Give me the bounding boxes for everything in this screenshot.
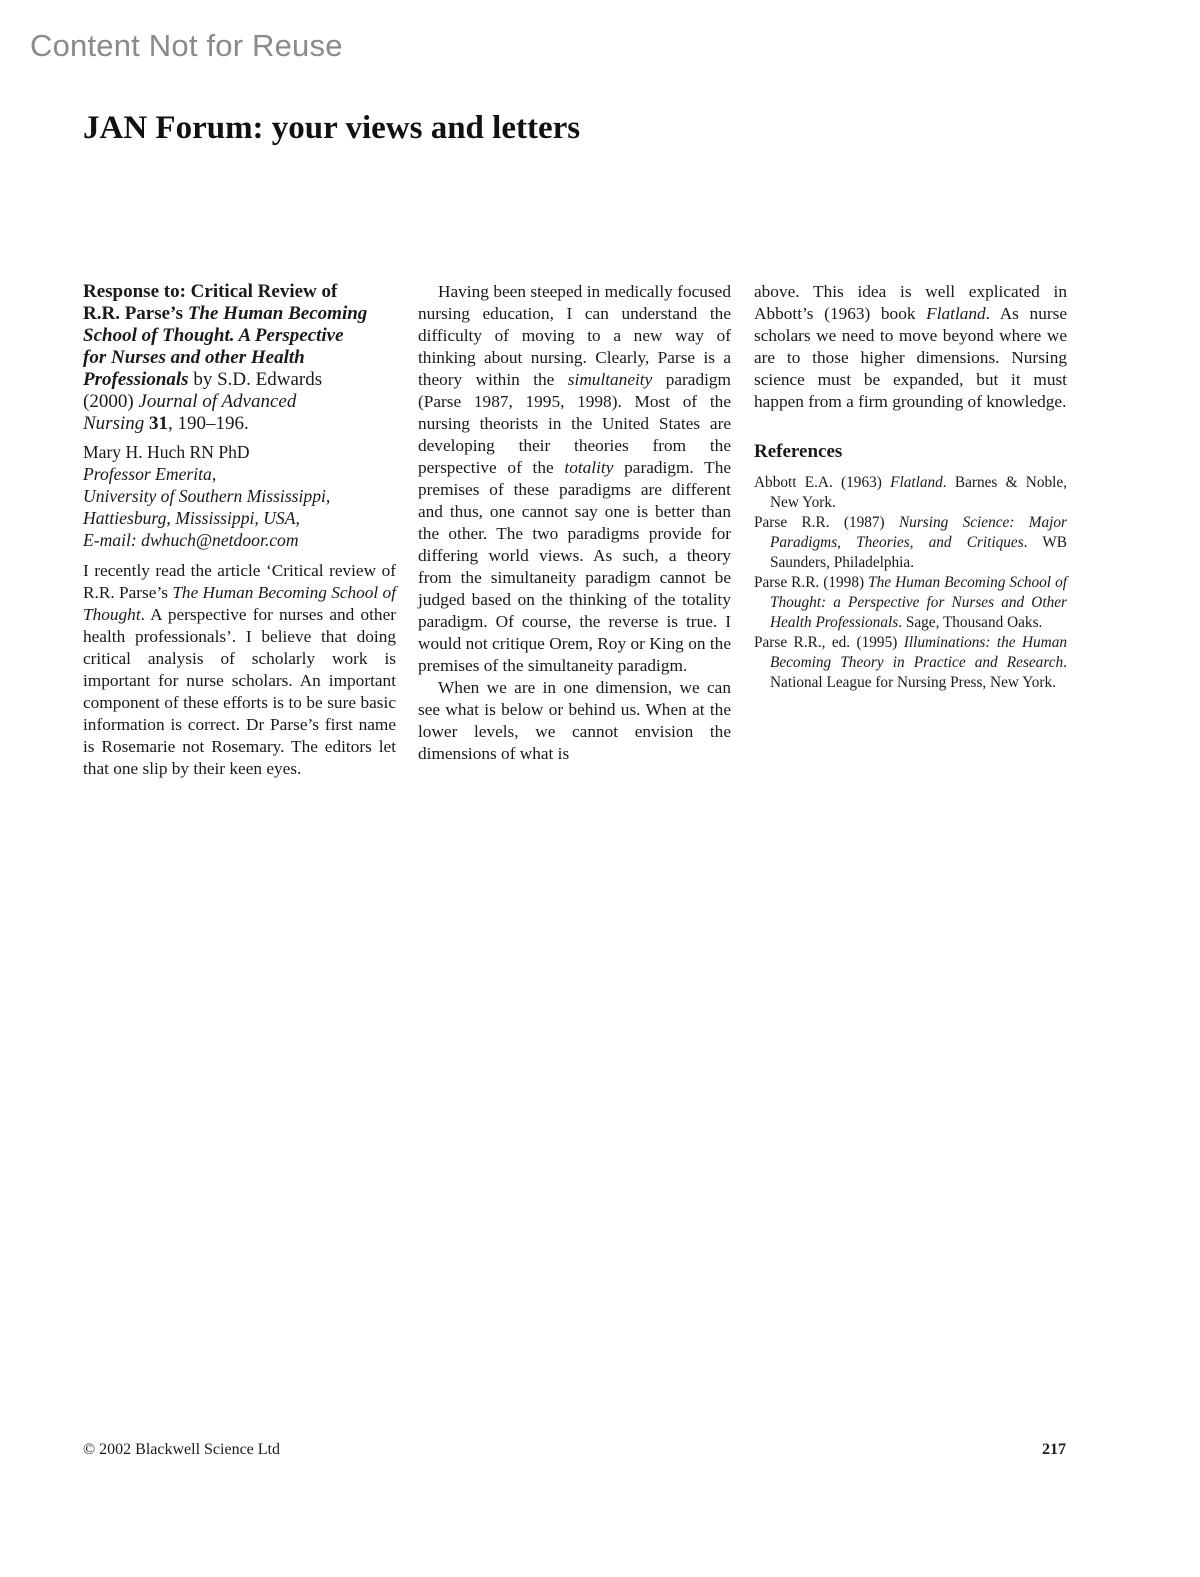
response-heading-line3: School of Thought. A Perspective (83, 325, 344, 346)
col1-paragraph: I recently read the article ‘Critical review of R.R. Parse’s The Human Becoming School of Thought. A perspective for nurses and other health professionals’. I believe that doing critical analysis of scholarly work is important for nurse scholars. An important component of these efforts is to be sure basic information is correct. Dr Parse’s first name is Rosemarie not Rosemary. The editors let that one slip by their keen eyes. (83, 561, 396, 778)
col2-paragraph-1: Having been steeped in medically focused nursing education, I can understand the difficulty of moving to a new way of thinking about nursing. Clearly, Parse is a theory within the simultaneity paradigm (Parse 1987, 1995, 1998). Most of the nursing theorists in the United States are developing their theories from the perspective of the totality paradigm. The premises of these paradigms are different and thus, one cannot say one is better than the other. The two paradigms provide for differing world views. As such, a theory from the simultaneity paradigm cannot be judged based on the thinking of the totality paradigm. Of course, the reverse is true. I would not critique Orem, Roy or King on the premises of the simultaneity paradigm. (418, 282, 732, 675)
column-3 (754, 281, 1067, 693)
col2-paragraph-2: When we are in one dimension, we can see what is below or behind us. When at the lower levels, we cannot envision the dimensions of what is (418, 678, 731, 763)
response-heading-line2: R.R. Parse’s The Human Becoming (83, 303, 368, 324)
reference-item: Parse R.R. (1998) The Human Becoming School of Thought: a Perspective for Nurses and Other Health Professionals. Sage, Thousand Oaks. (754, 574, 1067, 631)
author-title: Professor Emerita, (83, 464, 217, 484)
column-2 (418, 281, 731, 765)
column-1 (83, 281, 396, 780)
reference-item: Parse R.R., ed. (1995) Illuminations: the Human Becoming Theory in Practice and Research. National League for Nursing Press, New York. (754, 634, 1067, 691)
response-heading-line4: for Nurses and other Health (83, 347, 305, 368)
author-email[interactable]: E-mail: dwhuch@netdoor.com (83, 530, 299, 550)
watermark: Content Not for Reuse (30, 28, 343, 63)
references-heading: References (754, 441, 843, 462)
author-name: Mary H. Huch RN PhD (83, 442, 250, 462)
author-institution: University of Southern Mississippi, (83, 486, 331, 506)
page-title: JAN Forum: your views and letters (83, 110, 581, 146)
footer-copyright: © 2002 Blackwell Science Ltd (83, 1441, 280, 1458)
references-list (754, 473, 1067, 693)
col3-paragraph: above. This idea is well explicated in Abbott’s (1963) book Flatland. As nurse scholars we need to move beyond where we are to those higher dimensions. Nursing science must be expanded, but it must happen from a firm grounding of knowledge. (754, 282, 1067, 411)
author-block (83, 441, 396, 551)
reference-item: Abbott E.A. (1963) Flatland. Barnes & Noble, New York. (754, 474, 1067, 511)
response-heading-line7: Nursing 31, 190–196. (83, 413, 249, 434)
author-location: Hattiesburg, Mississippi, USA, (83, 508, 300, 528)
page-number: 217 (1042, 1441, 1066, 1458)
reference-item: Parse R.R. (1987) Nursing Science: Major Paradigms, Theories, and Critiques. WB Saunders, Philadelphia. (754, 514, 1067, 571)
response-heading (83, 281, 396, 435)
response-heading-line5: Professionals by S.D. Edwards (83, 369, 323, 390)
response-heading-line1: Response to: Critical Review of (83, 281, 338, 302)
response-heading-line6: (2000) Journal of Advanced (83, 391, 297, 412)
